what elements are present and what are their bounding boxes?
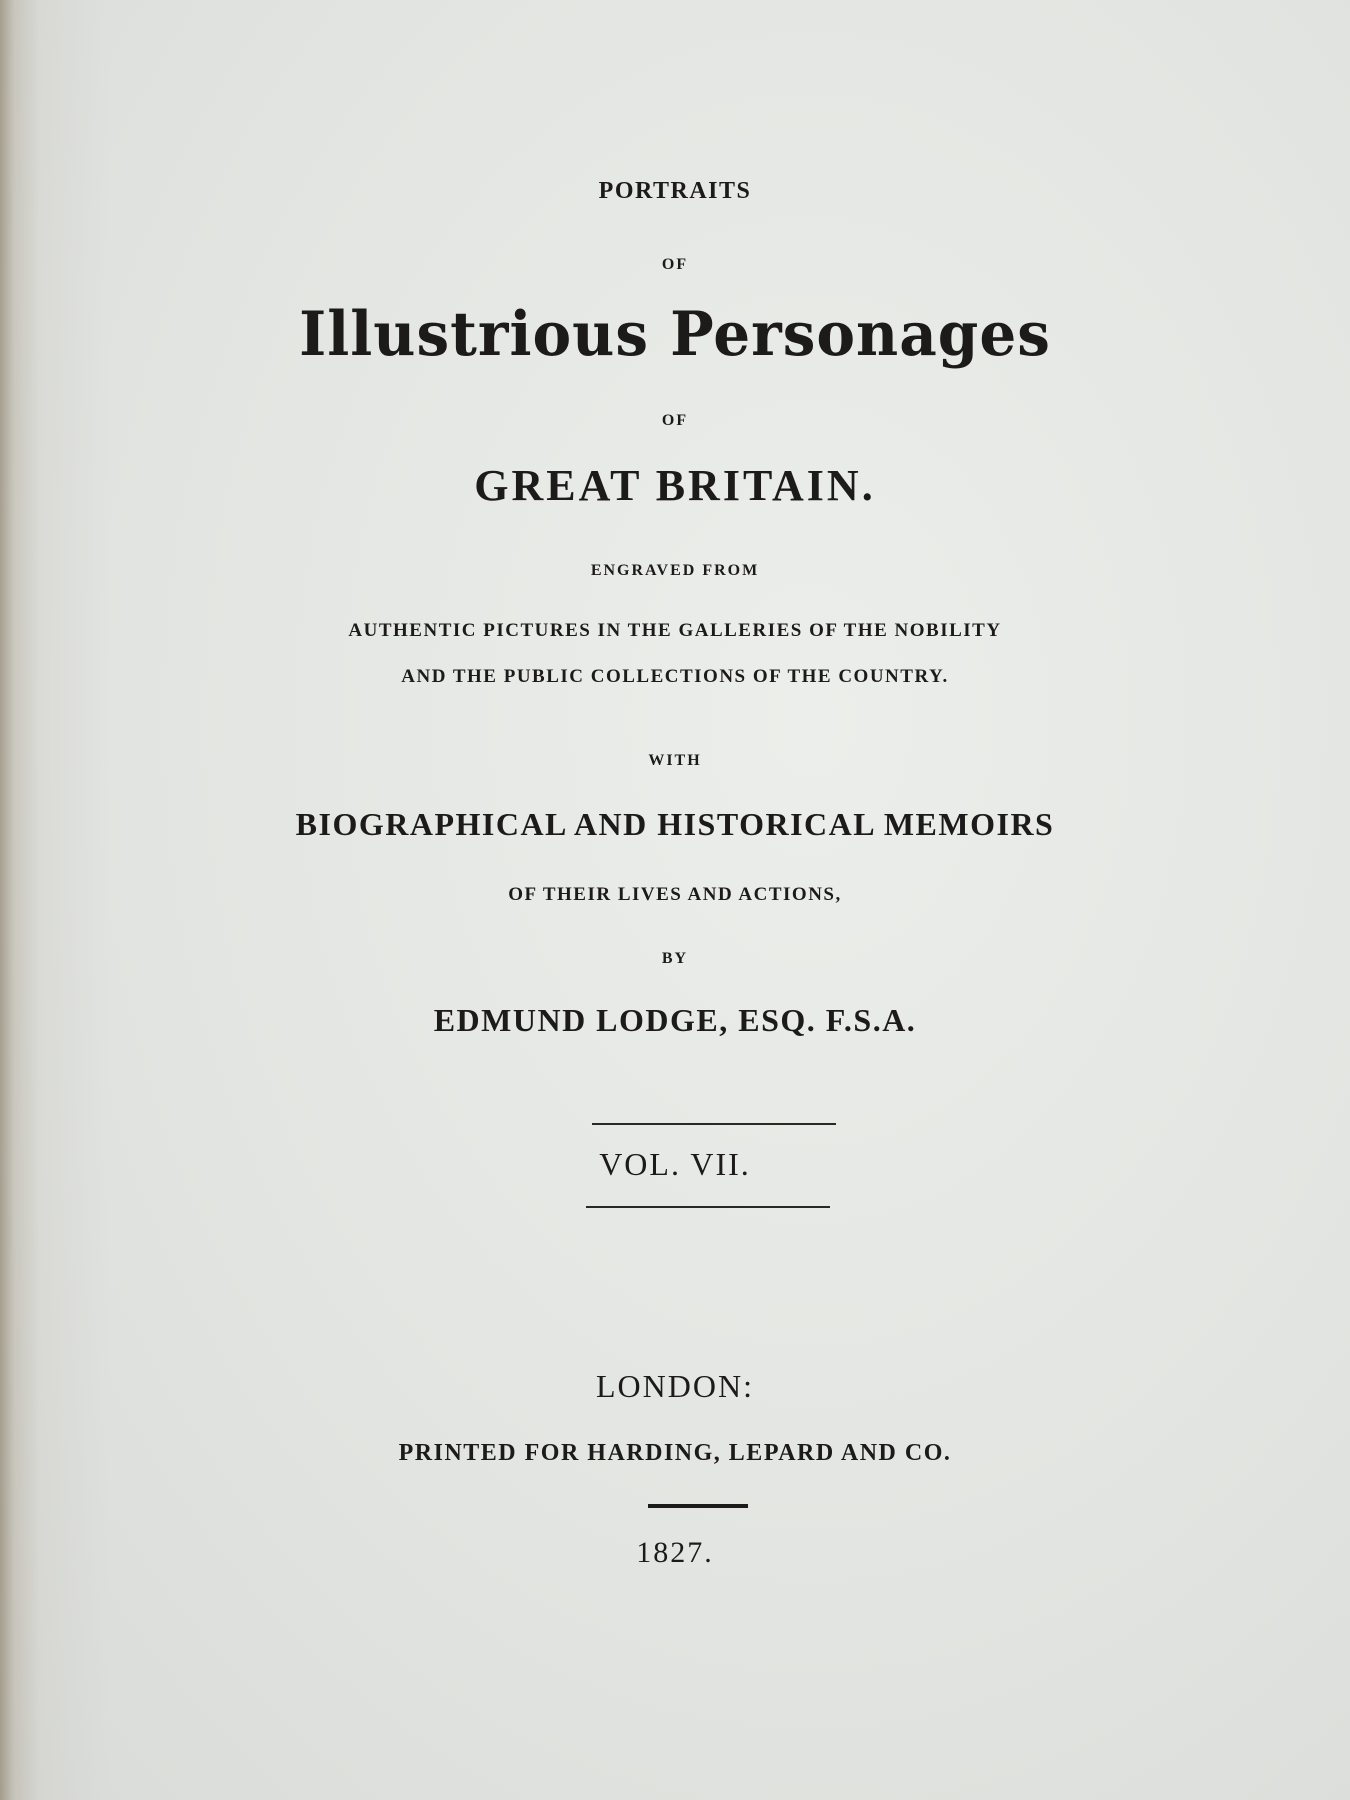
engraved-from: ENGRAVED FROM [590, 562, 760, 579]
connector-of-1: OF [661, 256, 689, 273]
memoirs-title: BIOGRAPHICAL AND HISTORICAL MEMOIRS [295, 806, 1055, 842]
imprint-printer: PRINTED FOR HARDING, LEPARD AND CO. [398, 1440, 952, 1466]
volume-number: VOL. VII. [599, 1146, 751, 1182]
heading-portraits: PORTRAITS [598, 178, 752, 204]
author-name: EDMUND LODGE, ESQ. F.S.A. [433, 1002, 917, 1038]
imprint-year: 1827. [636, 1536, 714, 1569]
connector-with: WITH [648, 752, 702, 769]
rule-above-year [648, 1504, 748, 1508]
connector-by: BY [661, 950, 689, 967]
imprint-place: LONDON: [596, 1368, 754, 1404]
rule-below-volume [586, 1206, 830, 1208]
country-title: GREAT BRITAIN. [474, 461, 876, 510]
main-title: Illustrious Personages [299, 298, 1051, 370]
rule-above-volume [592, 1123, 836, 1125]
lives-actions: OF THEIR LIVES AND ACTIONS, [508, 884, 842, 905]
authentic-line-1: AUTHENTIC PICTURES IN THE GALLERIES OF THE NOBILITY [348, 620, 1002, 641]
authentic-line-2: AND THE PUBLIC COLLECTIONS OF THE COUNTRY. [401, 666, 949, 687]
connector-of-2: OF [661, 412, 689, 429]
